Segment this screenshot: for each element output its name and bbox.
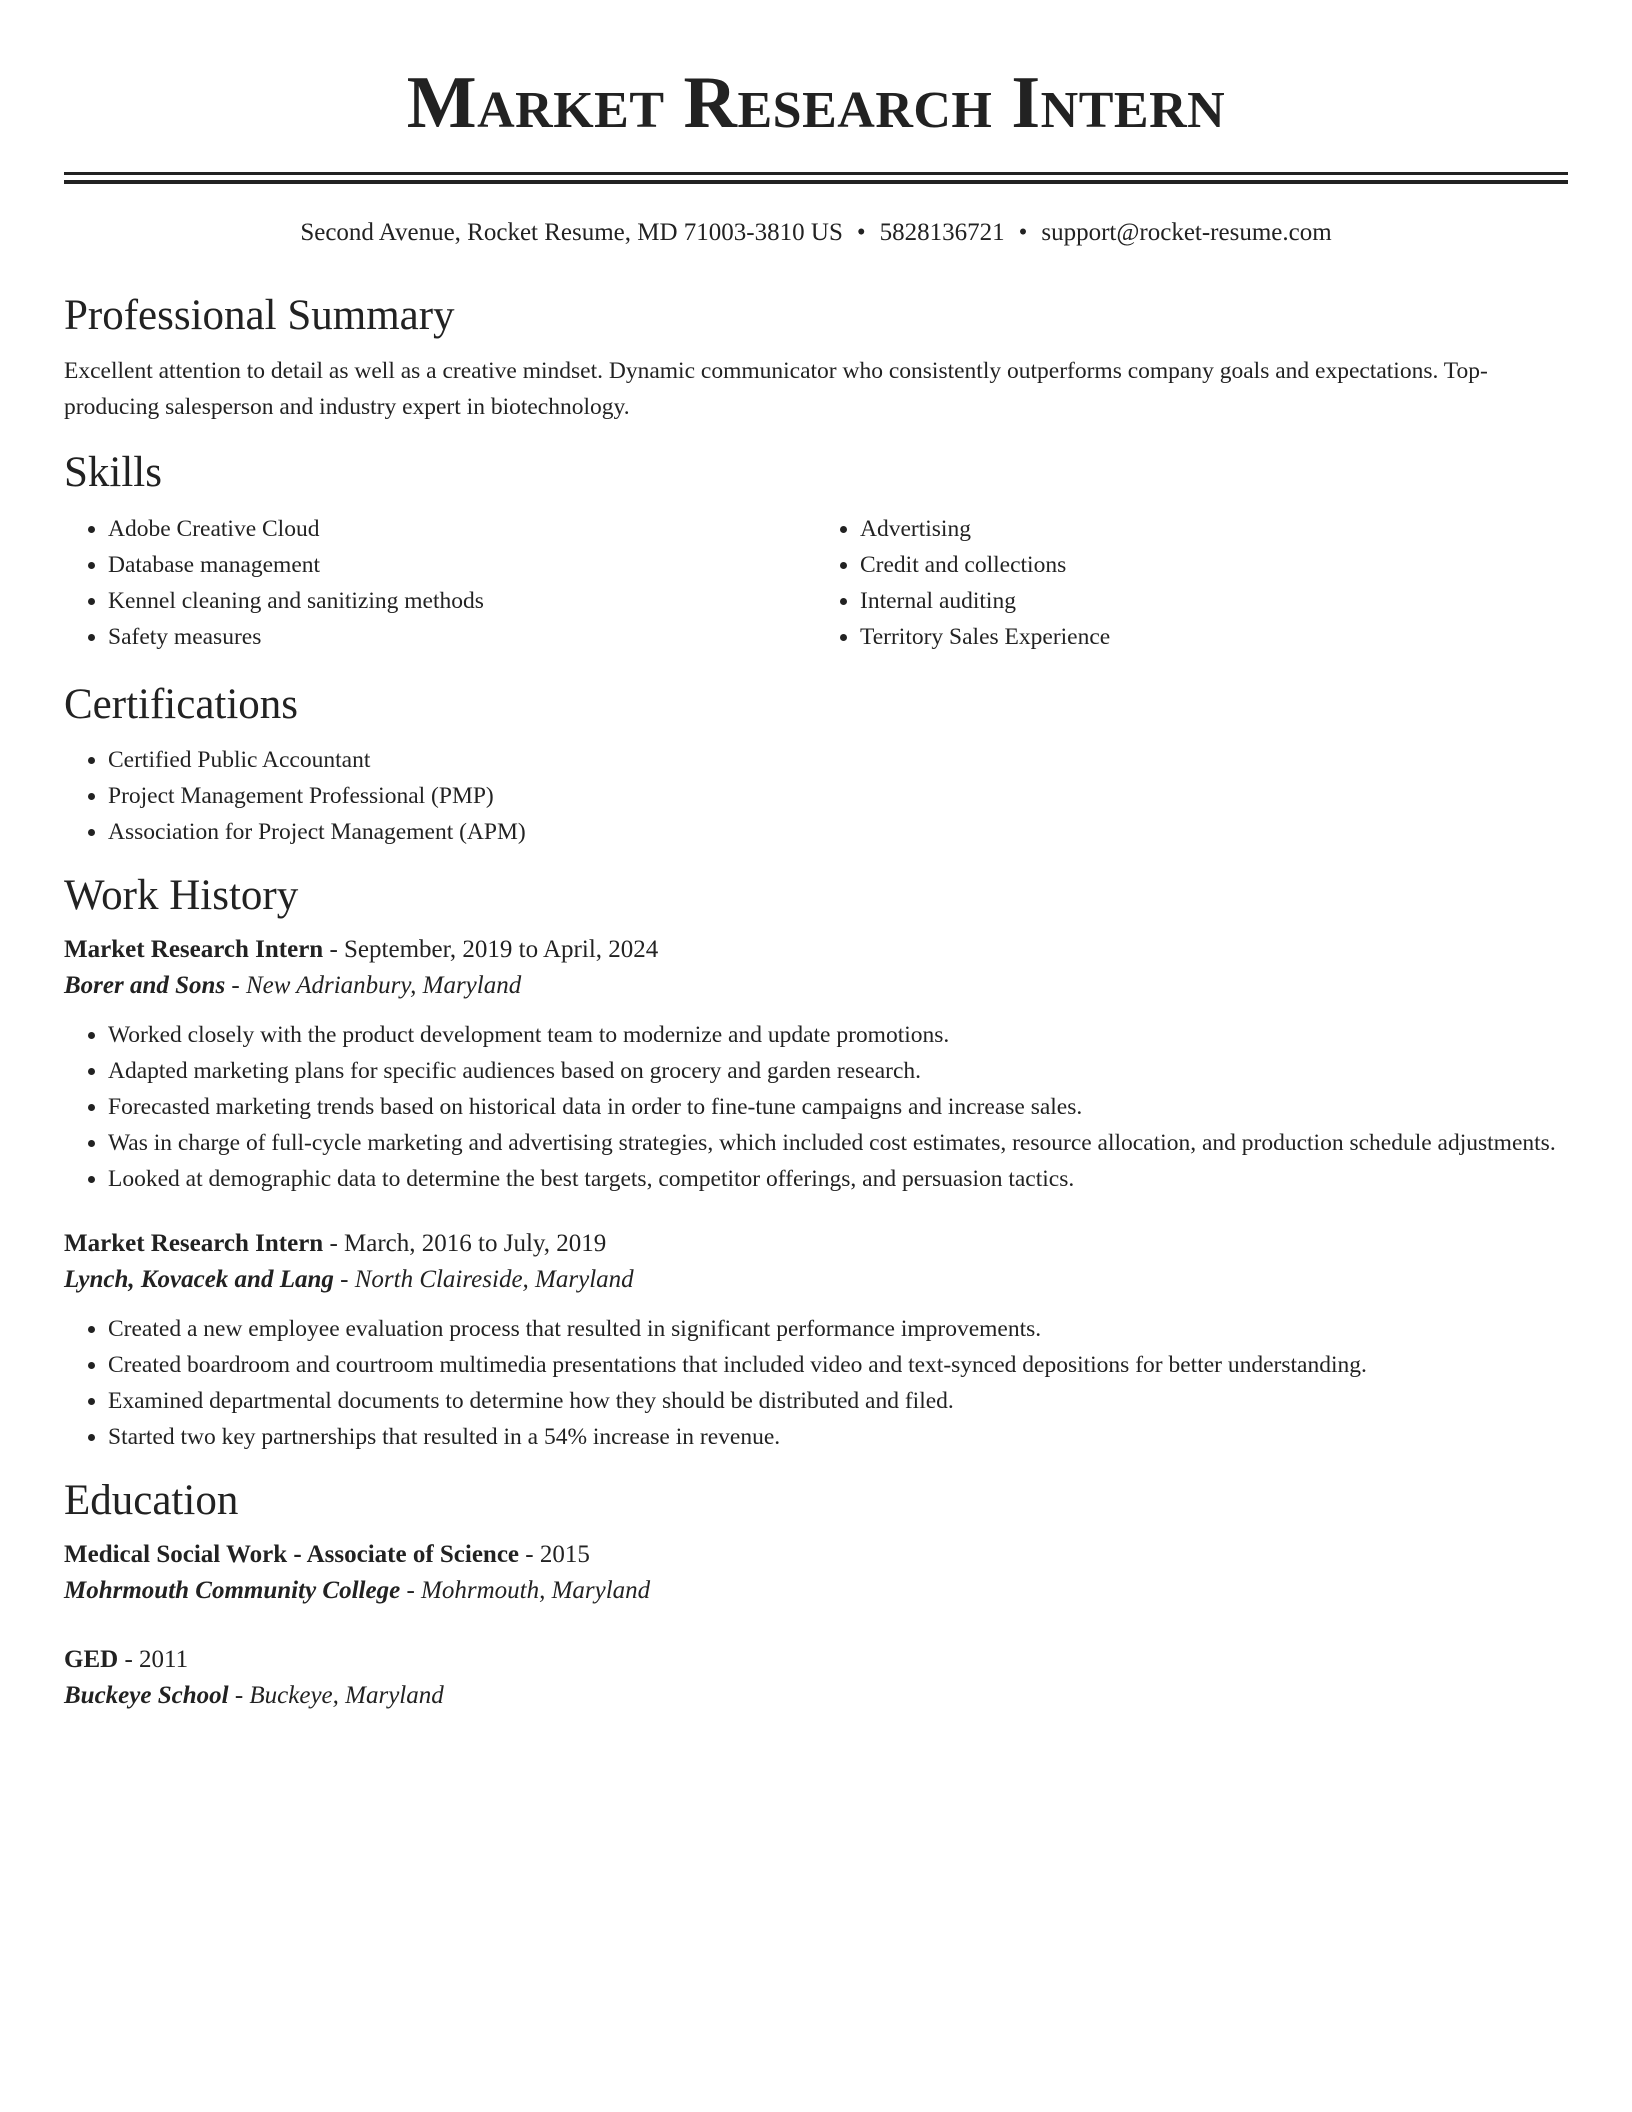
education-entry — [64, 1538, 1568, 1610]
job-bullets — [64, 1017, 1568, 1197]
section-title-education: Education — [64, 1477, 239, 1525]
job-bullets — [64, 1311, 1568, 1455]
job-location: - New Adrianbury, Maryland — [225, 972, 522, 1000]
list-item: • Created boardroom and courtroom multimedia presentations that included video and text-synced depositions for better understanding. — [108, 1347, 1568, 1383]
education-degree: Medical Social Work - Associate of Science — [64, 1541, 520, 1569]
job-employer — [64, 1261, 1568, 1299]
section-title-skills: Skills — [64, 449, 162, 497]
contact-separator: • — [1018, 219, 1028, 246]
list-item: • Internal auditing — [860, 583, 1568, 619]
list-item: • Certified Public Accountant — [108, 742, 1568, 778]
education-entry — [64, 1643, 1568, 1715]
list-item: • Was in charge of full-cycle marketing and advertising strategies, which included cost estimates, resource allocation, and production schedule adjustments. — [108, 1125, 1568, 1161]
education-school: Mohrmouth Community College — [64, 1577, 401, 1605]
job-employer — [64, 967, 1568, 1005]
education-location: - Mohrmouth, Maryland — [400, 1577, 651, 1605]
list-item: • Adapted marketing plans for specific audiences based on grocery and garden research. — [108, 1053, 1568, 1089]
contact-phone: 5828136721 — [879, 219, 1005, 246]
job-dates: - March, 2016 to July, 2019 — [323, 1230, 607, 1258]
skills-list-right — [816, 511, 1568, 655]
contact-email: support@rocket-resume.com — [1041, 219, 1332, 246]
list-item: • Association for Project Management (APM) — [108, 814, 1568, 850]
list-item: • Examined departmental documents to determine how they should be distributed and filed. — [108, 1383, 1568, 1419]
job-dates: - September, 2019 to April, 2024 — [323, 936, 659, 964]
contact-separator: • — [856, 219, 866, 246]
education-location: - Buckeye, Maryland — [228, 1682, 444, 1710]
job-company: Borer and Sons — [64, 972, 226, 1000]
education-year: - 2015 — [519, 1541, 590, 1569]
list-item: • Looked at demographic data to determine the best targets, competitor offerings, and persuasion tactics. — [108, 1161, 1568, 1197]
job-role: Market Research Intern — [64, 1230, 324, 1258]
education-degree: GED — [64, 1646, 119, 1674]
header-divider — [64, 172, 1568, 184]
section-title-work-history: Work History — [64, 871, 299, 919]
education-heading — [64, 1643, 1568, 1677]
education-school-line — [64, 1677, 1568, 1715]
section-title-certifications: Certifications — [64, 680, 299, 728]
job-heading — [64, 1227, 1568, 1261]
list-item: • Started two key partnerships that resulted in a 54% increase in revenue. — [108, 1419, 1568, 1455]
resume-name: Market Research Intern — [406, 62, 1226, 144]
education-heading — [64, 1538, 1568, 1572]
skills-list-left — [64, 511, 816, 655]
list-item: • Adobe Creative Cloud — [108, 511, 816, 547]
section-title-summary: Professional Summary — [64, 292, 455, 339]
education-school: Buckeye School — [64, 1682, 229, 1710]
list-item: • Advertising — [860, 511, 1568, 547]
list-item: • Territory Sales Experience — [860, 619, 1568, 655]
education-school-line — [64, 1572, 1568, 1610]
list-item: • Safety measures — [108, 619, 816, 655]
list-item: • Kennel cleaning and sanitizing methods — [108, 583, 816, 619]
list-item: • Worked closely with the product development team to modernize and update promotions. — [108, 1017, 1568, 1053]
contact-address: Second Avenue, Rocket Resume, MD 71003-3810 US — [300, 219, 843, 246]
job-heading — [64, 933, 1568, 967]
list-item: • Database management — [108, 547, 816, 583]
job-location: - North Claireside, Maryland — [333, 1266, 634, 1294]
list-item: • Project Management Professional (PMP) — [108, 778, 1568, 814]
list-item: • Created a new employee evaluation process that resulted in significant performance improvements. — [108, 1311, 1568, 1347]
job-company: Lynch, Kovacek and Lang — [64, 1266, 334, 1294]
contact-line — [64, 218, 1568, 248]
list-item: • Credit and collections — [860, 547, 1568, 583]
list-item: • Forecasted marketing trends based on historical data in order to fine-tune campaigns and increase sales. — [108, 1089, 1568, 1125]
job-role: Market Research Intern — [64, 936, 324, 964]
job-entry — [64, 933, 1568, 1197]
certifications-list — [64, 742, 1568, 850]
education-year: - 2011 — [118, 1646, 189, 1674]
job-entry — [64, 1227, 1568, 1455]
summary-text: Excellent attention to detail as well as a creative mindset. Dynamic communicator who consistently outperforms company goals and expectations. Top-producing salesperson and industry expert in biotechnology. — [64, 358, 1488, 421]
skills-grid — [64, 511, 1568, 655]
